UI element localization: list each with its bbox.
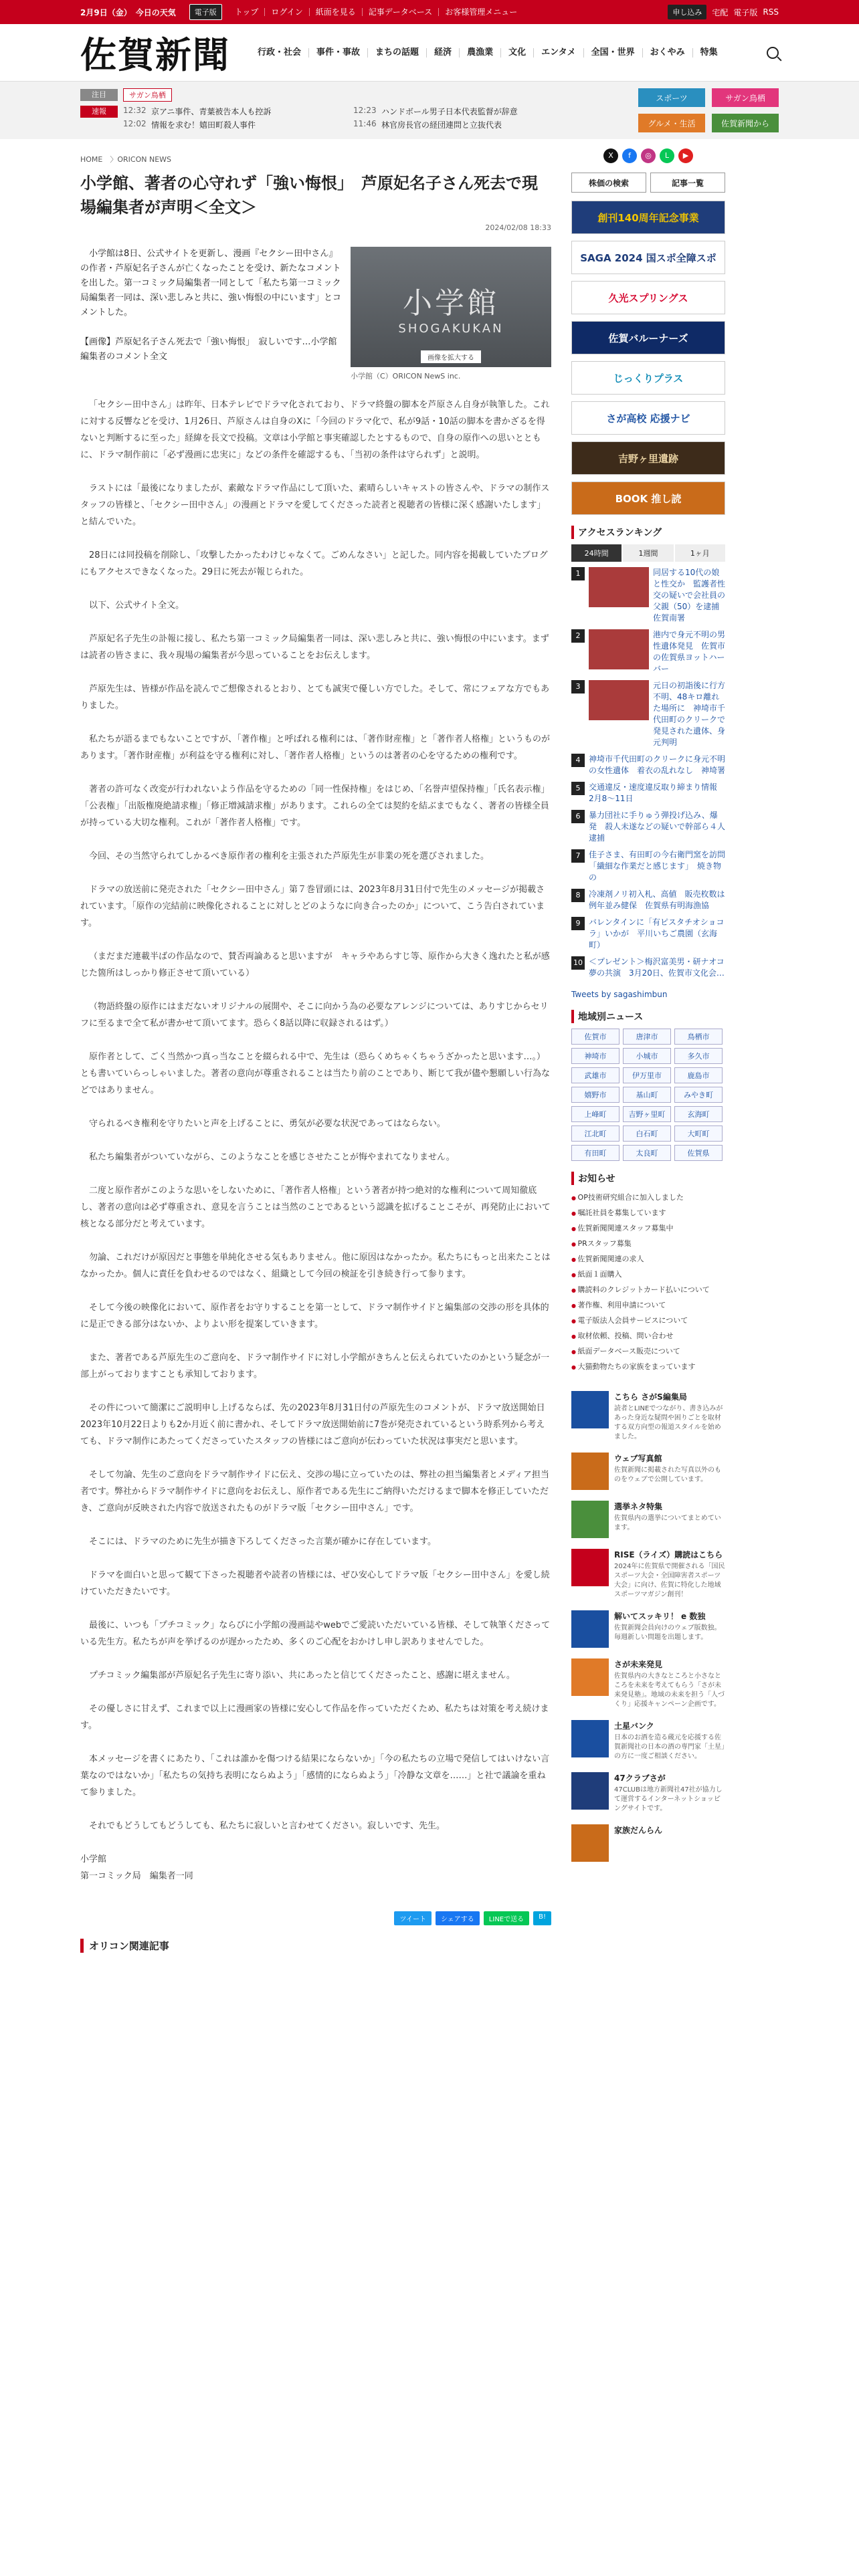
promo-body xyxy=(614,1824,662,1862)
content-wrap xyxy=(0,139,859,1953)
ranking-item[interactable] xyxy=(571,629,725,675)
rank-title: ＜プレゼント＞梅沢富美男・研ナオコ 夢の共演 3月20日、佐賀市文化会… xyxy=(589,957,725,978)
article-lead xyxy=(80,247,551,382)
article-list-button[interactable]: 記事一覧 xyxy=(650,173,725,193)
top-link-login[interactable]: ログイン xyxy=(264,8,308,16)
stock-search-button[interactable]: 株価の検索 xyxy=(571,173,646,193)
area-link[interactable]: 有田町 xyxy=(571,1145,619,1161)
promo-desc: 2024年に佐賀県で開催される「国民スポーツ大会・全国障害者スポーツ大会」に向け、佐賀に特化した地域スポーツマガジン創刊！ xyxy=(614,1563,725,1598)
promo-item[interactable] xyxy=(571,1824,725,1862)
nav-economy[interactable]: 経済 xyxy=(426,48,459,58)
photo-kanji: 小学館 xyxy=(403,286,499,320)
promo-item[interactable] xyxy=(571,1391,725,1442)
hatena-button[interactable]: B! xyxy=(533,1911,551,1925)
ranking-item[interactable] xyxy=(571,567,728,624)
flash-text: 京アニ事件、青葉被告本人も控訴 xyxy=(151,107,272,116)
nav-ent[interactable]: エンタメ xyxy=(533,48,583,58)
global-nav xyxy=(250,48,767,58)
area-link[interactable]: 伊万里市 xyxy=(623,1067,671,1083)
notice-link[interactable]: ● 佐賀新聞関連の求人 xyxy=(571,1252,725,1267)
facebook-share-button[interactable]: シェアする xyxy=(436,1911,480,1925)
side-banner[interactable]: 佐賀バルーナーズ xyxy=(571,321,725,354)
flash-news xyxy=(123,106,574,132)
article-paragraph: 私たち編集者がついていながら、このようなことを感じさせたことが悔やまれてなりません。 xyxy=(89,1152,455,1162)
promo-list xyxy=(571,1391,725,1862)
promo-item[interactable] xyxy=(571,1549,725,1600)
flash-text: ハンドボール男子日本代表監督が辞意 xyxy=(381,107,518,116)
flash-time: 11:46 xyxy=(353,119,377,128)
area-link[interactable]: 大町町 xyxy=(674,1125,723,1142)
promo-title: ウェブ写真館 xyxy=(614,1454,662,1463)
article-paragraph: 今回、その当然守られてしかるべき原作者の権利を主張された芦原先生が非業の死を選びされました。 xyxy=(89,851,490,861)
area-link[interactable]: 唐津市 xyxy=(623,1029,671,1045)
flash-item[interactable] xyxy=(123,106,344,117)
promo-desc: 佐賀新聞会員向けのウェブ版数独。毎週新しい問題を出題します。 xyxy=(614,1624,721,1641)
top-right-links xyxy=(668,5,779,19)
photo-roman: SHOGAKUKAN xyxy=(398,321,504,336)
cat-saga-button[interactable]: 佐賀新聞から xyxy=(712,114,779,132)
article-paragraph: 二度と原作者がこのような思いをしないために、「著作者人格権」という著者が持つ絶対的な権利について周知徹底し、著者の意向は必ず尊重され、意見を言うことは当然のことであるという認識を拡げることこそが、再発防止において核となる部分だと考えています。 xyxy=(80,1186,551,1229)
top-links xyxy=(229,8,523,16)
flash-tag: 速報 xyxy=(80,106,118,118)
cat-sagan-button[interactable]: サガン鳥栖 xyxy=(712,88,779,107)
area-link[interactable]: 吉野ヶ里町 xyxy=(623,1106,671,1122)
area-link[interactable]: 玄海町 xyxy=(674,1106,723,1122)
article-paragraph: プチコミック編集部が芦原妃名子先生に寄り添い、共にあったと信じてくださったこと、感謝に堪えません。 xyxy=(89,1671,515,1681)
ranking-item[interactable] xyxy=(571,917,725,951)
ranking-item[interactable] xyxy=(571,680,725,748)
top-bar xyxy=(0,0,859,24)
promo-desc: 日本のお酒を造る蔵元を応援する佐賀新聞社の日本の酒の専門家「土星」の方に一度ご相談ください。 xyxy=(614,1734,725,1760)
area-link[interactable]: 小城市 xyxy=(623,1048,671,1064)
article-paragraph: 勿論、これだけが原因だと事態を単純化させる気もありません。他に原因はなかったか。私たちにもっと出来たことはなかったか。個人に責任を負わせるのではなく、組織として今回の検証を引き続き行って参ります。 xyxy=(80,1253,551,1279)
promo-body xyxy=(614,1549,725,1600)
notice-heading: お知らせ xyxy=(571,1172,725,1185)
area-link[interactable]: 神埼市 xyxy=(571,1048,619,1064)
delivery-link[interactable]: 宅配 xyxy=(712,7,729,17)
ranking-item[interactable] xyxy=(571,754,725,776)
ranking-tab-24h[interactable]: 24時間 xyxy=(571,544,622,562)
area-link[interactable]: 鳥栖市 xyxy=(674,1029,723,1045)
area-heading: 地域別ニュース xyxy=(571,1010,725,1023)
rank-number: 1 xyxy=(571,567,585,580)
article-paragraph: ドラマの放送前に発売された「セクシー田中さん」第７巻冒頭には、2023年8月31日付で先生のメッセージが掲載されています。「原作の完結前に映像化されることに対しとどのようなに向き合ったのか」について、こう告白されています。 xyxy=(80,885,545,928)
digital-edition-badge[interactable]: 電子版 xyxy=(189,4,222,20)
rank-title: バレンタインに「有ピスタチオショコラ」いかが 平川いちご農園（玄海町） xyxy=(589,918,725,950)
rank-thumbnail xyxy=(589,680,649,720)
lead-paragraph: 小学館は8日、公式サイトを更新し、漫画『セクシー田中さん』の作者・芦原妃名子さんが亡くなったことを受け、新たなコメントを出した。第一コミック局編集者一同として「私たち第一コミック局編集者一同は、深い悲しみと共に、強い悔恨の中にいます」とコメントした。 xyxy=(80,249,342,318)
rank-title: 暴力団社に手りゅう弾投げ込み、爆発 殺人未遂などの疑いで幹部ら４人逮捕 xyxy=(589,811,726,843)
promo-body xyxy=(614,1610,725,1648)
rank-title: 港内で身元不明の男性遺体発見 佐賀市の佐賀県ヨットハーバー xyxy=(653,630,726,673)
area-link[interactable]: 嬉野市 xyxy=(571,1087,619,1103)
breadcrumb[interactable]: HOME 〉ORICON NEWS xyxy=(80,155,172,164)
promo-desc: 読者とLINEでつながり、書き込みがあった身近な疑問や困りごとを取材する双方向型の報道スタイルを始めました。 xyxy=(614,1405,723,1440)
promo-body xyxy=(614,1720,725,1761)
promo-desc: 佐賀県内の選挙についてまとめています。 xyxy=(614,1515,721,1531)
sign-team: 第一コミック局 編集者一同 xyxy=(80,1871,193,1881)
x-icon[interactable]: X xyxy=(603,148,618,163)
article-paragraph: 以下、公式サイト全文。 xyxy=(89,601,185,611)
flash-text: 林官房長官の経団連問と立抜代表 xyxy=(381,120,502,130)
rank-number: 7 xyxy=(571,849,585,863)
article-paragraph: そして今後の映像化において、原作者をお守りすることを第一として、ドラマ制作サイドと編集部の交渉の形を具体的に是正できる部分はないか、よりよい形を提案していきます。 xyxy=(80,1303,549,1329)
related-heading: オリコン関連記事 xyxy=(80,1939,551,1953)
side-banner[interactable]: SAGA 2024 国スポ全障スポ xyxy=(571,241,725,274)
article-paragraph: 私たちが語るまでもないことですが、「著作権」と呼ばれる権利には、「著作財産権」と「著作者人格権」というものがあります。「著作財産権」が利益を守る権利に対し、「著作者人格権」というのは著者の心を守るための権利です。 xyxy=(80,734,551,761)
area-link[interactable]: 多久市 xyxy=(674,1048,723,1064)
area-link[interactable]: 白石町 xyxy=(623,1125,671,1142)
promo-image xyxy=(571,1549,609,1586)
article-paragraph: そこには、ドラマのために先生が描き下ろしてくださった言葉が確かに存在しています。 xyxy=(89,1537,436,1547)
flash-time: 12:32 xyxy=(123,106,147,115)
promo-title: 土星バンク xyxy=(614,1721,654,1731)
promo-desc: 佐賀県内の大きなところと小さなところを未来を考えてもらう「さが未来発見塾」。地域の未来を担う「人づくり」応援キャンペーン企画です。 xyxy=(614,1673,725,1708)
notice-link[interactable]: ● 取材依頼、投稿、問い合わせ xyxy=(571,1329,725,1344)
promo-image xyxy=(571,1610,609,1648)
side-banner[interactable]: さが高校 応援ナビ xyxy=(571,401,725,435)
side-banner[interactable]: BOOK 推し読 xyxy=(571,481,725,515)
area-link[interactable]: みやき町 xyxy=(674,1087,723,1103)
promo-image xyxy=(571,1824,609,1862)
photo-caption: 小学館（C）ORICON NewS inc. xyxy=(351,372,461,381)
nav-town[interactable]: まちの話題 xyxy=(367,48,426,58)
ranking-item[interactable] xyxy=(571,956,725,979)
article-paragraph: そして勿論、先生のご意向をドラマ制作サイドに伝え、交渉の場に立っていたのは、弊社の担当編集者とメディア担当者です。弊社からドラマ制作サイドに意向をお伝えし、原作者である先生にご納得いただけるまで脚本を修正していただき、ご意向が反映された内容で放送されたものがドラマ版「セクシー田中さん」です。 xyxy=(80,1470,549,1513)
promo-body xyxy=(614,1501,725,1538)
side-banner[interactable]: 創刊140周年記念事業 xyxy=(571,201,725,234)
youtube-icon[interactable]: ▶ xyxy=(678,148,693,163)
tweet-button[interactable]: ツイート xyxy=(394,1911,432,1925)
notice-link[interactable]: ● 購読料のクレジットカード払いについて xyxy=(571,1283,725,1298)
rank-number: 5 xyxy=(571,782,585,795)
ranking-tab-month[interactable]: 1ヶ月 xyxy=(675,544,725,562)
nav-admin[interactable]: 行政・社会 xyxy=(258,47,302,58)
topic-link[interactable]: サガン鳥栖 xyxy=(123,88,172,102)
promo-body xyxy=(614,1658,725,1709)
flash-time: 12:23 xyxy=(353,106,377,115)
article-paragraph: 芦原妃名子先生の訃報に接し、私たち第一コミック局編集者一同は、深い悲しみと共に、強い悔恨の中にいます。まずは読者の皆さまに、我々現場の編集者が今思っていることをお伝えします。 xyxy=(80,634,549,661)
article-paragraph: 原作者として、ごく当然かつ真っ当なことを綴られる中で、先生は（恐らくめちゃくちゃうざかったと思います…。）とも書いていらっしゃいました。著者の意向が尊重されることは当たり前のことであり、断じて我が儘や懇願しい行為などではありません。 xyxy=(80,1052,551,1095)
site-header xyxy=(0,24,859,82)
promo-title: 47クラブさが xyxy=(614,1774,666,1783)
article-paragraph: その優しさに甘えず、これまで以上に漫画家の皆様に安心して作品を作っていただくため、私たちは対策を考え続けます。 xyxy=(80,1704,549,1731)
flash-time: 12:02 xyxy=(123,119,147,128)
rank-number: 2 xyxy=(571,629,585,643)
ranking-item[interactable] xyxy=(571,889,725,911)
social-icons xyxy=(571,148,725,163)
lead-image-link[interactable]: 【画像】芦原妃名子さん死去で「強い悔恨」 寂しいです…小学館編集者のコメント全文 xyxy=(80,337,337,362)
side-banner[interactable]: 久光スプリングス xyxy=(571,281,725,314)
article-photo[interactable] xyxy=(351,247,551,367)
ranking-item[interactable] xyxy=(571,782,725,804)
ranking-top xyxy=(571,567,728,748)
promo-title: 選挙ネタ特集 xyxy=(614,1502,663,1511)
flash-item[interactable] xyxy=(353,119,574,130)
article-paragraph: 守られるべき権利を守りたいと声を上げることに、勇気が必要な状況であってはならない。 xyxy=(89,1119,446,1129)
nav-incident[interactable]: 事件・事故 xyxy=(308,48,367,58)
cat-sports-button[interactable]: スポーツ xyxy=(638,88,705,107)
article-paragraph: その件について簡潔にご説明申し上げるならば、先の2023年8月31日付の芦原先生のコメントが、ドラマ放送開始日2023年10月22日よりも2か月近く前に書かれ、そしてドラマ放送開始前に7巻が発売されているという時系列から考えても、ドラマ制作にあたってくださっていたスタッフの皆様にはご意向が伝わっていた状況は事実だと思います。 xyxy=(80,1403,545,1446)
area-link[interactable]: 佐賀市 xyxy=(571,1029,619,1045)
facebook-icon[interactable]: f xyxy=(622,148,637,163)
ranking-tab-week[interactable]: 1週間 xyxy=(623,544,673,562)
notice-link[interactable]: ● PRスタッフ募集 xyxy=(571,1237,725,1252)
promo-image xyxy=(571,1453,609,1490)
rank-title: 冷凍剤ノリ初入札、高値 販売枚数は例年並み健保 佐賀県有明海漁協 xyxy=(589,889,725,910)
promo-image xyxy=(571,1391,609,1428)
area-link[interactable]: 上峰町 xyxy=(571,1106,619,1122)
area-link[interactable]: 佐賀県 xyxy=(674,1145,723,1161)
article-paragraph: 「セクシー田中さん」は昨年、日本テレビでドラマ化されており、ドラマ終盤の脚本を芦原さん自身が執筆した。これに対する反響などを受け、1月26日、芦原さんは自身のXに「今回のドラマ化で、私が9話・10話の脚本を書かざるを得ないと判断するに至った」経緯を長文で投稿。文章は小学館と事実確認したとするもので、自身の原作への思いとともに、ドラマ制作前に「必ず漫画に忠実に」などの条件を確認するも、「当初の条件は守られず」と説明。 xyxy=(80,400,550,460)
banner-list xyxy=(571,201,725,515)
notice-link[interactable]: ● 電子版法人会員サービスについて xyxy=(571,1313,725,1329)
article-paragraph: ドラマを面白いと思って観て下さった視聴者や読者の皆様には、ぜひ安心してドラマ版「セクシー田中さん」を愛し続けていただきたいです。 xyxy=(80,1570,550,1597)
subscribe-button[interactable]: 申し込み xyxy=(668,5,706,19)
notice-list xyxy=(571,1190,725,1375)
ranking-rest xyxy=(571,754,734,979)
rank-title: 佳子さま、有田町の今右衛門窯を訪問 「繊細な作業だと感じます」 焼き物の xyxy=(589,850,734,882)
promo-title: RISE（ライズ）購読はこちら xyxy=(614,1550,723,1560)
promo-title: 解いてスッキリ！ e 数独 xyxy=(614,1612,706,1621)
promo-body xyxy=(614,1391,725,1442)
nav-agri[interactable]: 農漁業 xyxy=(459,48,500,58)
ranking-item[interactable] xyxy=(571,849,734,883)
area-link[interactable]: 武雄市 xyxy=(571,1067,619,1083)
topic-tag: 注目 xyxy=(80,89,118,101)
area-link[interactable]: 基山町 xyxy=(623,1087,671,1103)
publish-date: 2024/02/08 18:33 xyxy=(485,223,551,232)
top-link-top[interactable]: トップ xyxy=(234,7,259,17)
zoom-button[interactable]: 画像を拡大する xyxy=(421,350,481,363)
promo-item[interactable] xyxy=(571,1453,725,1490)
nav-special[interactable]: 特集 xyxy=(692,48,725,58)
article-body xyxy=(80,397,551,1834)
top-link-account[interactable]: お客様管理メニュー xyxy=(438,8,523,16)
article-paragraph: それでもどうしてもどうしても、私たちに寂しいと言わせてください。寂しいです、先生。 xyxy=(89,1821,445,1831)
today-date: 2月9日（金） xyxy=(80,7,132,17)
rank-number: 4 xyxy=(571,754,585,767)
promo-title: さが未来発見 xyxy=(614,1660,663,1669)
promo-image xyxy=(571,1501,609,1538)
area-grid xyxy=(571,1029,725,1161)
lead-text-block xyxy=(80,247,344,382)
signature xyxy=(80,1851,551,1885)
rank-number: 8 xyxy=(571,889,585,902)
side-banner[interactable]: 吉野ヶ里遺跡 xyxy=(571,441,725,475)
promo-body xyxy=(614,1453,725,1490)
notice-link[interactable]: ● OP技術研究組合に加入しました xyxy=(571,1190,725,1206)
nav-obituary[interactable]: おくやみ xyxy=(642,48,692,58)
category-buttons xyxy=(638,88,779,132)
area-link[interactable]: 鹿島市 xyxy=(674,1067,723,1083)
rank-thumbnail xyxy=(589,567,649,607)
main-column xyxy=(80,139,551,1953)
rank-title: 元日の初詣後に行方不明、48キロ離れた場所に 神埼市千代田町のクリークで発見された遺体、身元判明 xyxy=(653,681,726,747)
side-tool-buttons xyxy=(571,173,725,193)
sign-company: 小学館 xyxy=(80,1854,107,1864)
promo-image xyxy=(571,1720,609,1757)
notice-link[interactable]: ● 著作権、利用申請について xyxy=(571,1298,725,1313)
tweets-link[interactable]: Tweets by sagashimbun xyxy=(571,990,668,999)
promo-image xyxy=(571,1658,609,1696)
instagram-icon[interactable]: ◎ xyxy=(641,148,656,163)
strip-left xyxy=(80,88,638,132)
rank-number: 6 xyxy=(571,810,585,823)
promo-desc: 佐賀新聞に掲載された写真以外のものをウェブで公開しています。 xyxy=(614,1467,721,1483)
rank-number: 3 xyxy=(571,680,585,693)
cat-gourmet-button[interactable]: グルメ・生活 xyxy=(638,114,705,132)
site-logo[interactable]: 佐賀新聞 xyxy=(80,33,230,76)
article-paragraph: （物語終盤の原作にはまだないオリジナルの展開や、そこに向かう為の必要なアレンジについては、ありすじからセリフに至るまで全て私が書かせて頂いてます。恐らく8話以降に収録されるはず。） xyxy=(80,1002,549,1029)
article-paragraph: 最後に、いつも「プチコミック」ならびに小学館の漫画誌やwebでご愛読いただいている皆様、そして執筆くださっている先生方。私たちが声を挙げるのが遅かったため、多くのご心配をおかけし申し訳ありませんでした。 xyxy=(80,1620,551,1647)
article-paragraph: 著者の許可なく改変が行われないよう作品を守るための「同一性保持権」をはじめ、「名誉声望保持権」「氏名表示権」「公表権」「出版権廃絶請求権」「修正増減請求権」があります。これらの全ては契約を結ぶまでもなく、著者の皆様全員が持っている大切な権利。これが「著作者人格権」です。 xyxy=(80,784,550,828)
article-paragraph: 芦原先生は、皆様が作品を読んでご想像されるとおり、とても誠実で優しい方でした。そして、常にフェアな方でもありました。 xyxy=(80,684,550,711)
ranking-tabs xyxy=(571,544,725,562)
promo-item[interactable] xyxy=(571,1501,725,1538)
top-link-database[interactable]: 記事データベース xyxy=(362,8,438,16)
lead-figure xyxy=(351,247,551,382)
notice-link[interactable]: ● 大猫動物たちの家族をまっています xyxy=(571,1360,725,1375)
promo-title: 家族だんらん xyxy=(614,1826,663,1835)
rss-link[interactable]: RSS xyxy=(763,7,779,17)
flash-text: 情報を求む！嬉田町殺人事件 xyxy=(151,120,256,130)
rank-title: 同居する10代の娘と性交か 監護者性交の疑いで会社員の父親（50）を逮捕 佐賀南署 xyxy=(653,568,728,623)
article-paragraph: （まだまだ連載半ばの作品なので、賛否両論あると思いますが キャラやあらすじ等、原作から大きく逸れたと私が感じた箇所はしっかり修正させて頂いている） xyxy=(80,952,550,978)
topic-row xyxy=(80,88,638,102)
promo-item[interactable] xyxy=(571,1772,725,1814)
notice-link[interactable]: ● 嘱託社員を募集しています xyxy=(571,1206,725,1221)
nav-world[interactable]: 全国・世界 xyxy=(583,48,642,58)
promo-title: こちら さがS編集局 xyxy=(614,1392,687,1402)
sidebar xyxy=(571,139,734,1953)
promo-item[interactable] xyxy=(571,1610,725,1648)
ranking-item[interactable] xyxy=(571,810,725,844)
article-paragraph: 本メッセージを書くにあたり、「これは誰かを傷つける結果にならないか」「今の私たちの立場で発信してはいけない言葉なのではないか」「私たちの気持ち表明にならぬよう」「感情的にならぬよう」「冷静な文章を……」と社で議論を重ねて参りました。 xyxy=(80,1754,550,1798)
article-title: 小学館、著者の心守れず「強い悔恨」 芦原妃名子さん死去で現場編集者が声明＜全文＞ xyxy=(80,174,538,217)
top-link-paper[interactable]: 紙面を見る xyxy=(309,8,362,16)
area-link[interactable]: 太良町 xyxy=(623,1145,671,1161)
flash-item[interactable] xyxy=(123,119,344,130)
promo-desc: 47CLUBは地方新聞社47社が協力して運営するインターネットショッピングサイトです。 xyxy=(614,1786,723,1812)
area-link[interactable]: 江北町 xyxy=(571,1125,619,1142)
rank-thumbnail xyxy=(589,629,649,669)
line-icon[interactable]: L xyxy=(660,148,674,163)
digital-link[interactable]: 電子版 xyxy=(733,7,758,17)
rank-title: 交通違反・速度違反取り締まり情報 2月8〜11日 xyxy=(589,782,726,803)
flash-row xyxy=(80,106,638,132)
article-paragraph: ラストには「最後になりましたが、素敵なドラマ作品にして頂いた、素晴らしいキャストの皆さんや、ドラマの制作スタッフの皆様と、「セクシー田中さん」の漫画とドラマを愛してくださった読者と視聴者の皆様に深く感謝いたします」と結んでいた。 xyxy=(80,484,550,527)
ranking-heading: アクセスランキング xyxy=(571,526,725,539)
nav-culture[interactable]: 文化 xyxy=(500,48,533,58)
notice-link[interactable]: ● 紙面データベース販売について xyxy=(571,1344,725,1360)
news-strip xyxy=(0,82,859,139)
rank-number: 9 xyxy=(571,917,585,930)
share-buttons xyxy=(80,1911,551,1925)
rank-number: 10 xyxy=(571,956,585,970)
notice-link[interactable]: ● 佐賀新聞関連スタッフ募集中 xyxy=(571,1221,725,1237)
article-paragraph: また、著者である芦原先生のご意向を、ドラマ制作サイドに対し小学館がきちんと伝えられていたのかという疑念が一部上がっておりますことも承知しております。 xyxy=(80,1353,550,1380)
promo-item[interactable] xyxy=(571,1658,725,1709)
search-icon[interactable] xyxy=(767,47,779,59)
article-paragraph: 28日には同投稿を削除し、「攻撃したかったわけじゃなくて。ごめんなさい」と記した。同内容を掲載していたブログにもアクセスできなくなった。29日に死去が報じられた。 xyxy=(80,550,548,577)
weather-link[interactable]: 今日の天気 xyxy=(135,7,176,17)
promo-image xyxy=(571,1772,609,1810)
side-banner[interactable]: じっくりプラス xyxy=(571,361,725,395)
promo-item[interactable] xyxy=(571,1720,725,1761)
promo-body xyxy=(614,1772,725,1814)
line-share-button[interactable]: LINEで送る xyxy=(484,1911,529,1925)
notice-link[interactable]: ● 紙面１面購入 xyxy=(571,1267,725,1283)
rank-title: 神埼市千代田町のクリークに身元不明の女性遺体 着衣の乱れなし 神埼署 xyxy=(589,754,726,775)
flash-item[interactable] xyxy=(353,106,574,117)
